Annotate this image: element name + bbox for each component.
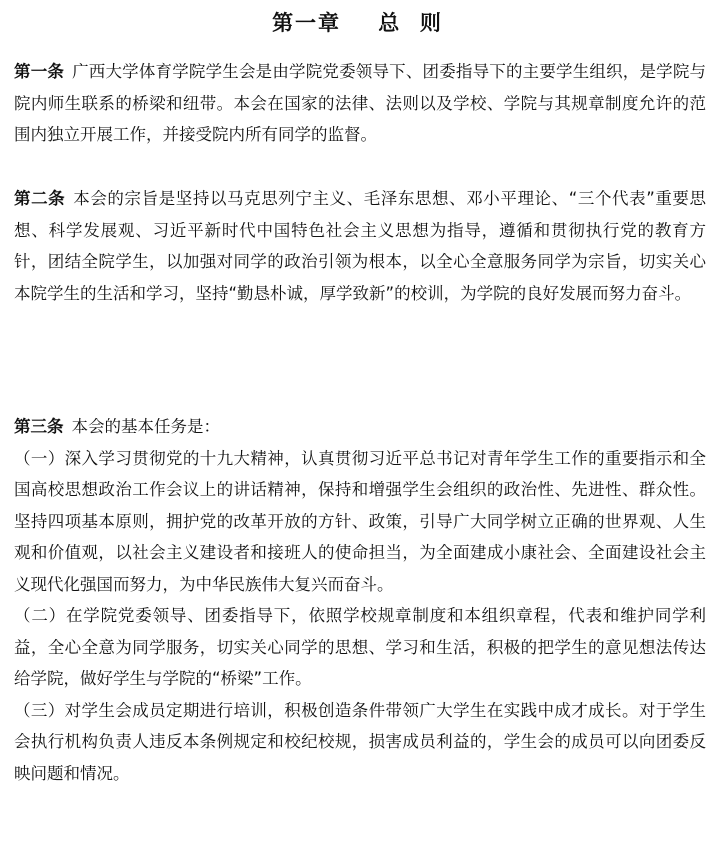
article-3-item-2: （二）在学院党委领导、团委指导下，依照学校规章制度和本组织章程，代表和维护同学利益，全心全意为同学服务，切实关心同学的思想、学习和生活，积极的把学生的意见想法传达给学院，做好学生与学院的“桥梁”工作。	[14, 606, 706, 688]
article-3	[14, 411, 706, 789]
article-2	[14, 183, 706, 309]
article-3-label: 第三条	[14, 417, 64, 436]
chapter-title: 第一章 总 则	[272, 11, 443, 35]
article-2-label: 第二条	[14, 189, 66, 208]
article-3-item-1: （一）深入学习贯彻党的十九大精神，认真贯彻习近平总书记对青年学生工作的重要指示和全国高校思想政治工作会议上的讲话精神，保持和增强学生会组织的政治性、先进性、群众性。坚持四项基本原则，拥护党的改革开放的方针、政策，引导广大同学树立正确的世界观、人生观和价值观，以社会主义建设者和接班人的使命担当，为全面建成小康社会、全面建设社会主义现代化强国而努力，为中华民族伟大复兴而奋斗。	[14, 448, 706, 594]
article-1	[14, 56, 706, 151]
article-3-heading	[14, 411, 706, 443]
article-1-label: 第一条	[14, 62, 65, 81]
article-3-text: 本会的基本任务是：	[71, 417, 220, 436]
article-1-text: 广西大学体育学院学生会是由学院党委领导下、团委指导下的主要学生组织，是学院与院内师生联系的桥梁和纽带。本会在国家的法律、法则以及学校、学院与其规章制度允许的范围内独立开展工作，并接受院内所有同学的监督。	[14, 62, 706, 144]
article-3-item-3: （三）对学生会成员定期进行培训，积极创造条件带领广大学生在实践中成才成长。对于学生会执行机构负责人违反本条例规定和校纪校规，损害成员利益的，学生会的成员可以向团委反映问题和情况。	[14, 700, 706, 783]
article-2-text: 本会的宗旨是坚持以马克思列宁主义、毛泽东思想、邓小平理论、“三个代表”重要思想、科学发展观、习近平新时代中国特色社会主义思想为指导，遵循和贯彻执行党的教育方针，团结全院学生，以加强对同学的政治引领为根本，以全心全意服务同学为宗旨，切实关心本院学生的生活和学习，坚持“勤恳朴诚，厚学致新”的校训，为学院的良好发展而努力奋斗。	[14, 189, 706, 303]
